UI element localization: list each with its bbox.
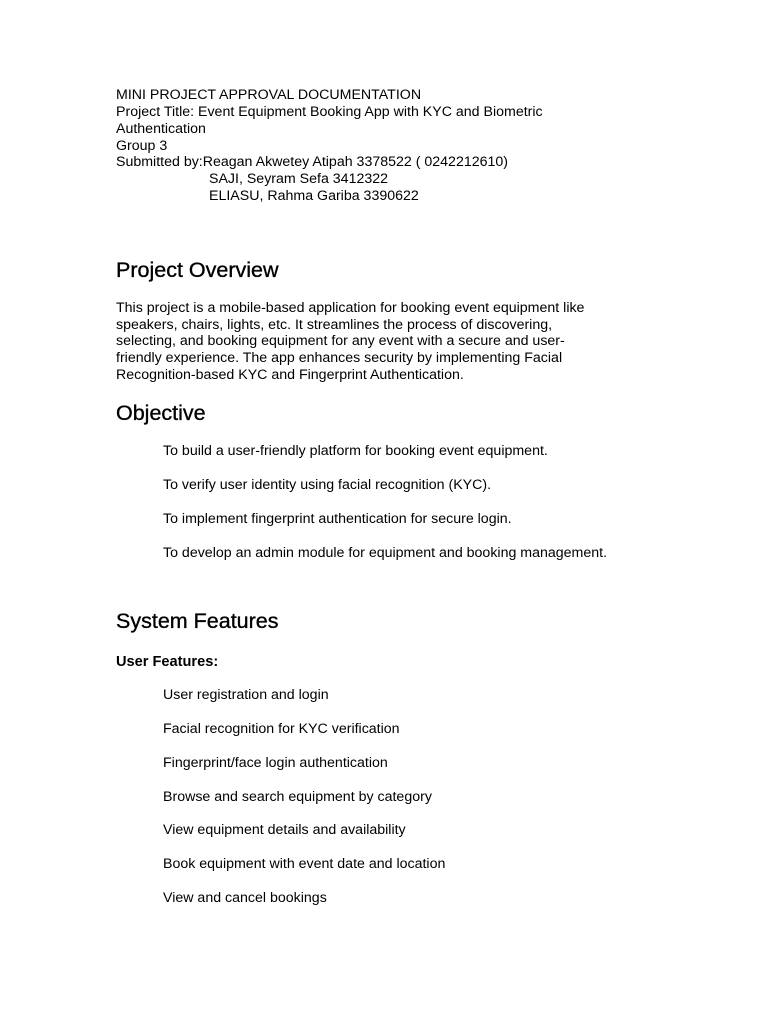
objective-item: To develop an admin module for equipment and booking management. <box>163 545 608 561</box>
doc-title: MINI PROJECT APPROVAL DOCUMENTATION <box>116 87 422 103</box>
user-feature-item: Facial recognition for KYC verification <box>163 721 400 737</box>
user-feature-item: Book equipment with event date and location <box>163 856 446 872</box>
team-member-2: SAJI, Seyram Sefa 3412322 <box>209 171 389 187</box>
objective-item: To verify user identity using facial recognition (KYC). <box>163 477 492 493</box>
group-label: Group 3 <box>116 138 168 154</box>
project-title-line-1: Project Title: Event Equipment Booking App with KYC and Biometric <box>116 104 543 120</box>
features-heading: System Features <box>116 609 279 633</box>
submitted-by: Submitted by:Reagan Akwetey Atipah 3378522 ( 0242212610) <box>116 154 509 170</box>
overview-line: friendly experience. The app enhances security by implementing Facial <box>116 350 563 367</box>
overview-line: speakers, chairs, lights, etc. It streamlines the process of discovering, <box>116 316 553 333</box>
user-feature-item: Fingerprint/face login authentication <box>163 755 388 771</box>
overview-paragraph <box>116 300 636 384</box>
overview-line: This project is a mobile-based application for booking event equipment like <box>116 300 585 316</box>
objective-item: To build a user-friendly platform for booking event equipment. <box>163 443 548 459</box>
project-title-line-2: Authentication <box>116 121 206 137</box>
overview-heading: Project Overview <box>116 258 279 282</box>
user-feature-item: View and cancel bookings <box>163 890 327 906</box>
user-feature-item: User registration and login <box>163 687 329 703</box>
overview-line: selecting, and booking equipment for any event with a secure and user- <box>116 333 565 350</box>
team-member-3: ELIASU, Rahma Gariba 3390622 <box>209 188 419 204</box>
user-feature-item: View equipment details and availability <box>163 822 406 838</box>
overview-line: Recognition-based KYC and Fingerprint Authentication. <box>116 366 464 383</box>
objective-heading: Objective <box>116 401 206 425</box>
user-features-heading: User Features: <box>116 654 219 670</box>
objective-item: To implement fingerprint authentication for secure login. <box>163 511 512 527</box>
user-feature-item: Browse and search equipment by category <box>163 789 432 805</box>
